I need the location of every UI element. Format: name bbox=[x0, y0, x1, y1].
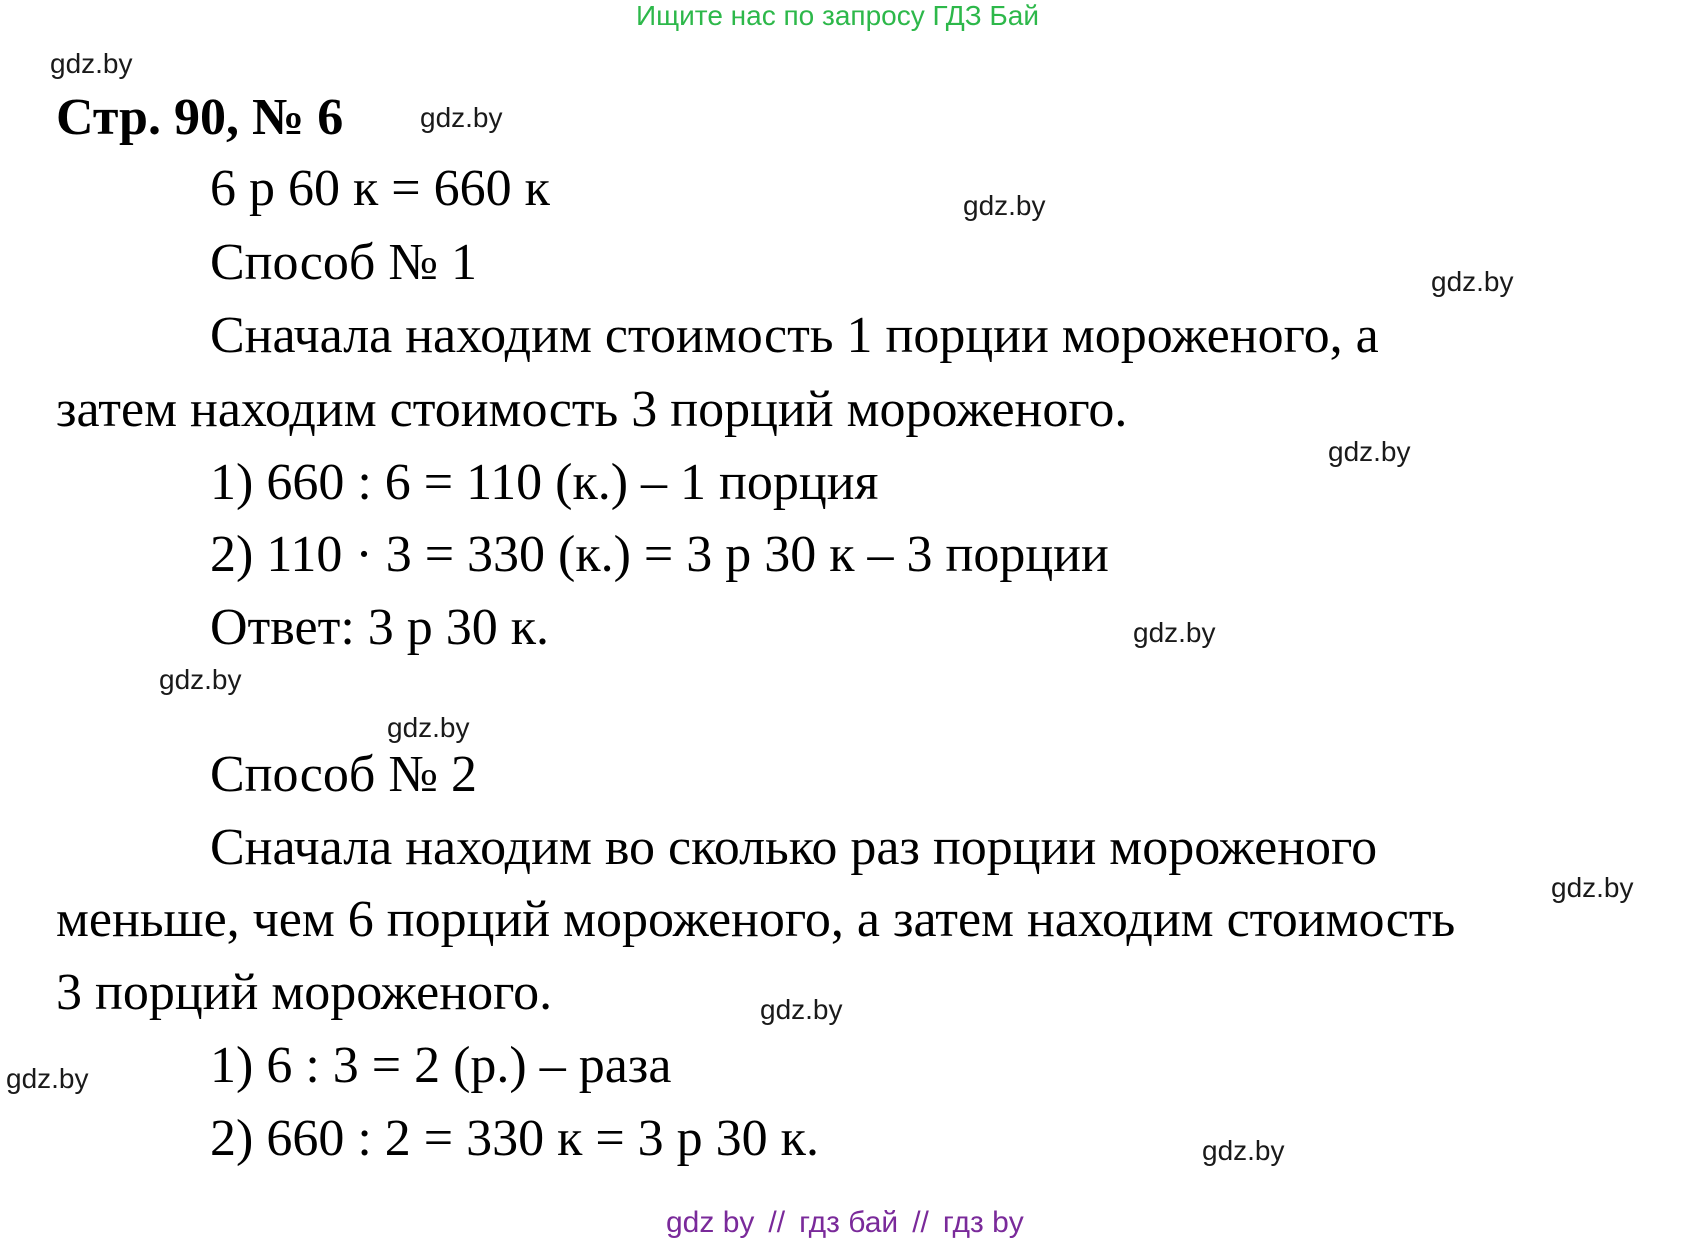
method-1-text-cont: затем находим стоимость 3 порций мороженого. bbox=[56, 381, 1128, 438]
watermark: gdz.by bbox=[6, 1063, 89, 1094]
method-1-step-2: 2) 110 · 3 = 330 (к.) = 3 р 30 к – 3 порции bbox=[210, 526, 1109, 583]
watermark: gdz.by bbox=[760, 994, 843, 1025]
method-2-text: Сначала находим во сколько раз порции мороженого bbox=[210, 819, 1378, 876]
watermark: gdz.by bbox=[50, 48, 133, 79]
footer-separator: // bbox=[768, 1206, 786, 1239]
page-title: Стр. 90, № 6 bbox=[56, 89, 344, 146]
search-banner: Ищите нас по запросу ГДЗ Бай bbox=[636, 0, 1040, 31]
watermark: gdz.by bbox=[387, 712, 470, 743]
method-2-step-2: 2) 660 : 2 = 330 к = 3 р 30 к. bbox=[210, 1110, 819, 1167]
method-2-text-cont: меньше, чем 6 порций мороженого, а затем находим стоимость bbox=[56, 891, 1456, 948]
conversion-line: 6 р 60 к = 660 к bbox=[210, 160, 550, 217]
method-1-heading: Способ № 1 bbox=[210, 234, 477, 291]
watermark: gdz.by bbox=[1431, 266, 1514, 297]
method-2-text-end: 3 порций мороженого. bbox=[56, 964, 553, 1021]
watermark: gdz.by bbox=[1328, 436, 1411, 467]
footer-separator: // bbox=[912, 1206, 929, 1239]
watermark: gdz.by bbox=[1202, 1135, 1285, 1166]
watermark: gdz.by bbox=[963, 190, 1046, 221]
method-1-step-1: 1) 660 : 6 = 110 (к.) – 1 порция bbox=[210, 454, 879, 511]
footer-link-gdz-by-cyr[interactable]: гдз by bbox=[942, 1206, 1024, 1239]
watermark: gdz.by bbox=[1133, 617, 1216, 648]
method-1-text: Сначала находим стоимость 1 порции мороженого, а bbox=[210, 307, 1379, 364]
footer-links bbox=[666, 1206, 1024, 1240]
footer-link-gdz-bai[interactable]: гдз бай bbox=[799, 1206, 899, 1239]
watermark: gdz.by bbox=[1551, 872, 1634, 903]
watermark: gdz.by bbox=[420, 102, 503, 133]
footer-link-gdz-by[interactable]: gdz by bbox=[666, 1206, 755, 1239]
watermark: gdz.by bbox=[159, 664, 242, 695]
answer-line: Ответ: 3 р 30 к. bbox=[210, 599, 550, 656]
method-2-step-1: 1) 6 : 3 = 2 (р.) – раза bbox=[210, 1037, 672, 1094]
method-2-heading: Способ № 2 bbox=[210, 746, 477, 803]
